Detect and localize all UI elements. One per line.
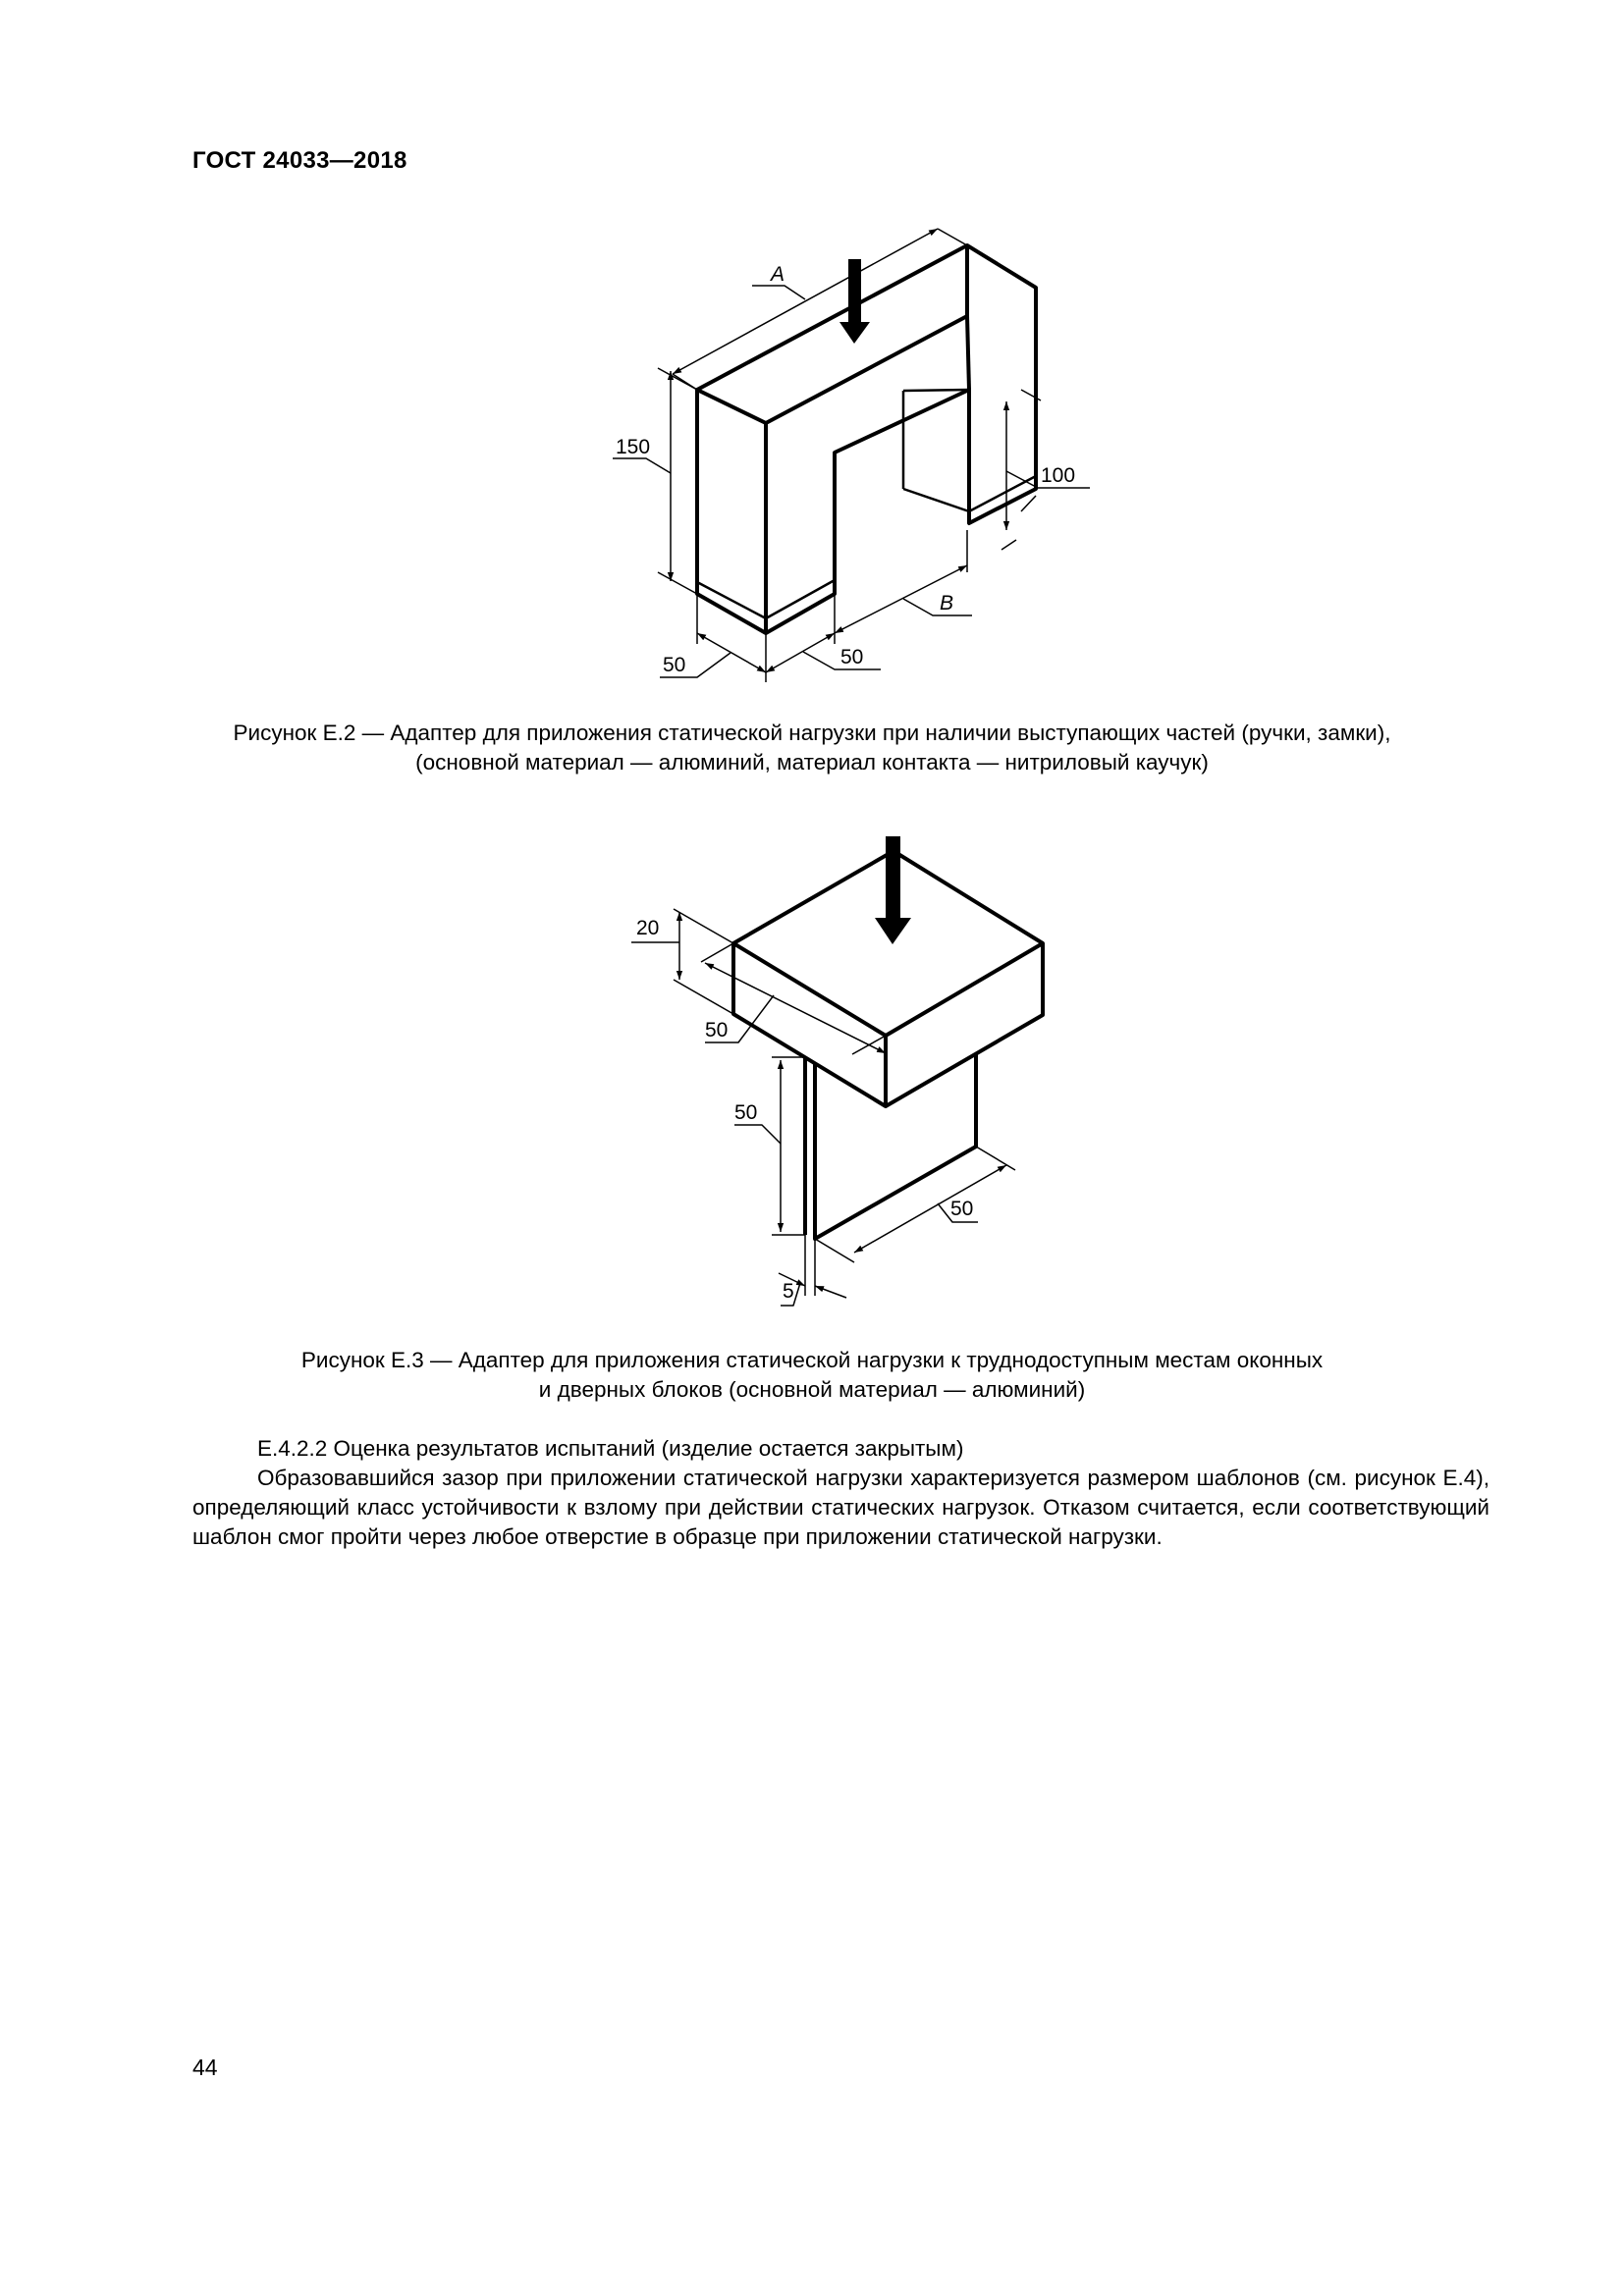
figure-e3-drawing	[0, 825, 1624, 1315]
load-arrow	[875, 836, 911, 944]
label-b: B	[940, 592, 954, 614]
label-150: 150	[616, 436, 651, 458]
page-number: 44	[192, 2055, 218, 2080]
figure-e2-caption	[147, 719, 1477, 777]
dimension-lines	[631, 909, 1015, 1306]
label-5: 5	[783, 1280, 794, 1303]
figure-e3-caption-line1: Рисунок Е.3 — Адаптер для приложения статической нагрузки к труднодоступным местам оконных	[300, 1348, 1324, 1372]
label-100: 100	[1041, 464, 1076, 487]
label-50-stem-width: 50	[950, 1198, 974, 1220]
label-50-top: 50	[705, 1019, 729, 1041]
figure-e2-caption-line1: Рисунок Е.2 — Адаптер для приложения статической нагрузки при наличии выступающих частей (ручки, замки),	[233, 721, 1391, 745]
label-a: A	[771, 263, 785, 286]
label-50-stem-height: 50	[734, 1101, 758, 1124]
figure-e2-drawing	[0, 226, 1624, 697]
label-50-left: 50	[663, 654, 686, 676]
contact-layer-edges	[697, 390, 1036, 618]
figure-e2-caption-line2: (основной материал — алюминий, материал контакта — нитриловый каучук)	[415, 750, 1209, 774]
figure-e3-caption	[147, 1346, 1477, 1405]
label-50-right: 50	[840, 646, 864, 668]
figure-e3	[0, 825, 1624, 1315]
document-header: ГОСТ 24033—2018	[192, 147, 407, 174]
section-paragraph: Образовавшийся зазор при приложении статической нагрузки характеризуется размером шаблонов (см. рисунок Е.4), определяющий класс устойчивости к взлому при действии статических нагрузок. Отказом считается, если соответствующий шаблон смог пройти через любое отверстие в образце при приложении статической нагрузки.	[192, 1466, 1489, 1549]
adapter-body-outline	[697, 245, 1036, 633]
section-heading: Е.4.2.2 Оценка результатов испытаний (изделие остается закрытым)	[257, 1436, 964, 1461]
figure-e2	[0, 226, 1624, 697]
label-20: 20	[636, 917, 660, 939]
figure-e3-caption-line2: и дверных блоков (основной материал — алюминий)	[538, 1377, 1086, 1402]
section-e4-2-2	[192, 1434, 1489, 1552]
